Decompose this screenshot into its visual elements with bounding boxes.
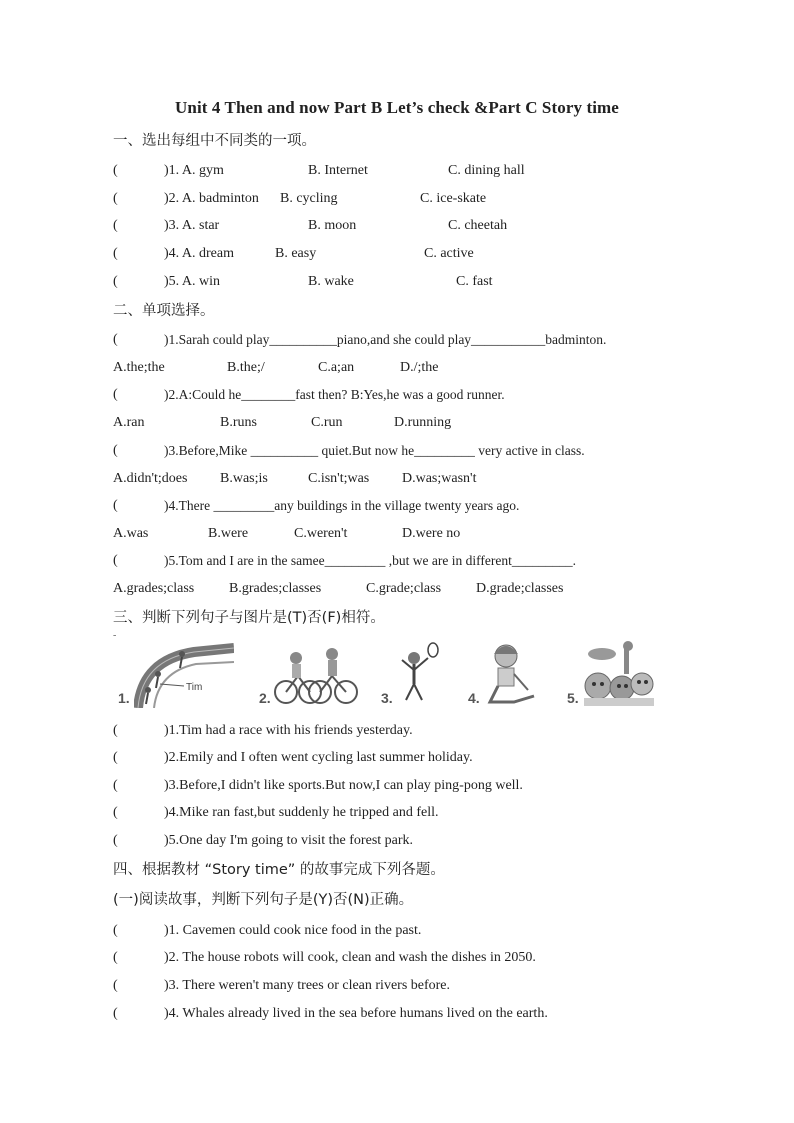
option-a: A.was (113, 526, 149, 541)
option-d: D.was;wasn't (402, 471, 477, 486)
answer-paren: ( (113, 498, 118, 513)
section3-heading: 三、判断下列句子与图片是(T)否(F)相符。 (113, 610, 385, 626)
tim-label: Tim (186, 682, 203, 693)
statement-text: )4.Mike ran fast,but suddenly he tripped and fell. (164, 805, 439, 820)
question-text: )1.Sarah could play__________piano,and she could play___________badminton. (164, 332, 607, 347)
answer-paren: ( (113, 191, 118, 206)
worksheet-title: Unit 4 Then and now Part B Let’s check &Part C Story time (175, 98, 619, 117)
option-b: B. easy (275, 246, 317, 261)
answer-paren: ( (113, 553, 118, 568)
answer-paren: ( (113, 1006, 118, 1021)
picture-number: 4. (468, 690, 480, 706)
answer-paren: ( (113, 163, 118, 178)
option-c: C. fast (456, 274, 493, 289)
answer-paren: ( (113, 723, 118, 738)
answer-paren: ( (113, 218, 118, 233)
option-b: B.the;/ (227, 360, 265, 375)
option-c: C.a;an (318, 360, 355, 375)
option-b: B.were (208, 526, 249, 541)
option-d: D./;the (400, 360, 439, 375)
option-c: C.weren't (294, 526, 348, 541)
answer-paren: ( (113, 978, 118, 993)
option-c: C.isn't;was (308, 471, 370, 486)
section4-subheading: (一)阅读故事，判断下列句子是(Y)否(N)正确。 (113, 892, 414, 908)
option-a: A.the;the (113, 360, 165, 375)
question-text: )5.Tom and I are in the samee_________ ,but we are in different_________. (164, 553, 576, 568)
section4-heading: 四、根据教材 “Story time” 的故事完成下列各题。 (113, 862, 445, 878)
answer-paren: ( (113, 778, 118, 793)
question-text: )4.There _________any buildings in the village twenty years ago. (164, 498, 520, 513)
zoo-animals-picture (580, 640, 658, 708)
cycling-picture (272, 640, 358, 708)
option-a: A.didn't;does (113, 471, 188, 486)
statement-text: )4. Whales already lived in the sea before humans lived on the earth. (164, 1006, 548, 1021)
statement-text: )3. There weren't many trees or clean rivers before. (164, 978, 451, 993)
statement-text: )1. Cavemen could cook nice food in the past. (164, 923, 422, 938)
question-text: )5. A. win (164, 274, 220, 289)
option-b: B.was;is (220, 471, 268, 486)
statement-text: )2. The house robots will cook, clean and wash the dishes in 2050. (164, 950, 536, 965)
answer-paren: ( (113, 833, 118, 848)
question-text: )2. A. badminton (164, 191, 259, 206)
option-c: C. dining hall (448, 163, 525, 178)
picture-number: 1. (118, 690, 130, 706)
statement-text: )1.Tim had a race with his friends yesterday. (164, 723, 413, 738)
option-b: B.runs (220, 415, 257, 430)
running-race-picture (134, 640, 234, 708)
option-c: C.run (311, 415, 343, 430)
answer-paren: ( (113, 805, 118, 820)
option-c: C. active (424, 246, 474, 261)
section2-heading: 二、单项选择。 (113, 303, 215, 319)
answer-paren: ( (113, 750, 118, 765)
tick-mark: - (113, 630, 117, 641)
option-b: B. wake (308, 274, 354, 289)
option-d: D.were no (402, 526, 461, 541)
picture-number: 5. (567, 690, 579, 706)
option-d: D.running (394, 415, 452, 430)
question-text: )3.Before,Mike __________ quiet.But now he_________ very active in class. (164, 443, 585, 458)
question-text: )2.A:Could he________fast then? B:Yes,he was a good runner. (164, 387, 505, 402)
badminton-picture (396, 640, 442, 708)
option-b: B. Internet (308, 163, 368, 178)
answer-paren: ( (113, 246, 118, 261)
picture-number: 3. (381, 690, 393, 706)
section1-heading: 一、选出每组中不同类的一项。 (113, 133, 316, 149)
answer-paren: ( (113, 950, 118, 965)
answer-paren: ( (113, 443, 118, 458)
answer-paren: ( (113, 923, 118, 938)
statement-text: )5.One day I'm going to visit the forest park. (164, 833, 414, 848)
sitting-child-picture (484, 640, 540, 708)
option-a: A.ran (113, 415, 145, 430)
statement-text: )3.Before,I didn't like sports.But now,I can play ping-pong well. (164, 778, 523, 793)
option-d: D.grade;classes (476, 581, 564, 596)
picture-number: 2. (259, 690, 271, 706)
statement-text: )2.Emily and I often went cycling last summer holiday. (164, 750, 473, 765)
option-c: C. cheetah (448, 218, 508, 233)
option-a: A.grades;class (113, 581, 195, 596)
option-b: B.grades;classes (229, 581, 322, 596)
question-text: )4. A. dream (164, 246, 234, 261)
answer-paren: ( (113, 387, 118, 402)
question-text: )3. A. star (164, 218, 220, 233)
option-b: B. cycling (280, 191, 338, 206)
option-c: C.grade;class (366, 581, 442, 596)
question-text: )1. A. gym (164, 163, 224, 178)
option-c: C. ice-skate (420, 191, 487, 206)
answer-paren: ( (113, 274, 118, 289)
answer-paren: ( (113, 332, 118, 347)
option-b: B. moon (308, 218, 357, 233)
